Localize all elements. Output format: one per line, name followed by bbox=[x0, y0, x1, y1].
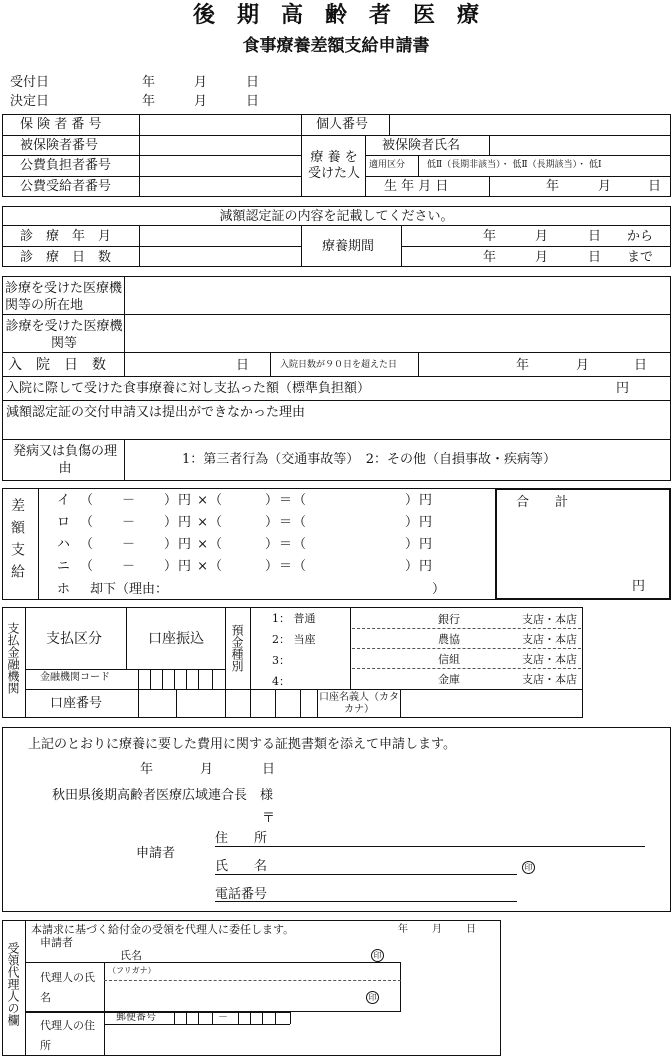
birth-month: 月 bbox=[598, 179, 612, 194]
postal-mark: 〒 bbox=[262, 811, 276, 826]
addressee: 秋田県後期高齢者医療広域連合長 様 bbox=[52, 788, 274, 803]
diff-row-formula[interactable]: （ － ）円 ×（ ）＝（ ）円 bbox=[80, 493, 434, 508]
account-number-label: 口座番号 bbox=[50, 696, 103, 711]
institution-branch: 支店・本店 bbox=[522, 613, 577, 626]
declaration-year: 年 bbox=[140, 762, 154, 777]
reduction-notice: 減額認定証の内容を記載してください。 bbox=[219, 209, 454, 224]
account-holder-label: 口座名義人（カタカナ） bbox=[319, 692, 399, 715]
from-month: 月 bbox=[535, 229, 549, 244]
public-payer-no-label: 公費負担者番号 bbox=[20, 158, 112, 173]
cause-options[interactable]: 1：第三者行為（交通事故等） 2：その他（自損事故・疾病等） bbox=[182, 452, 557, 467]
institution-branch: 支店・本店 bbox=[522, 633, 577, 646]
over-90-days-label: 入院日数が９０日を超えた日 bbox=[280, 360, 398, 370]
received-day: 日 bbox=[246, 75, 260, 90]
decided-day: 日 bbox=[246, 94, 260, 109]
from-label: から bbox=[627, 229, 654, 244]
from-year: 年 bbox=[483, 229, 497, 244]
received-year: 年 bbox=[142, 75, 156, 90]
diff-row-label: ロ bbox=[57, 515, 71, 530]
over90-month: 月 bbox=[576, 358, 590, 373]
applicant-label: 申請者 bbox=[136, 846, 176, 861]
agent-address-field[interactable] bbox=[105, 1025, 500, 1055]
public-recipient-no-label: 公費受給者番号 bbox=[20, 179, 112, 194]
institution-kind: 農協 bbox=[438, 633, 460, 646]
bank-code-label: 金融機関コード bbox=[40, 672, 110, 683]
proxy-month: 月 bbox=[432, 924, 442, 935]
personal-no-field[interactable] bbox=[390, 115, 670, 134]
proxy-day: 日 bbox=[466, 924, 476, 935]
category-label: 適用区分 bbox=[369, 160, 406, 170]
insured-name-label: 被保険者氏名 bbox=[382, 138, 461, 153]
account-transfer-label[interactable]: 口座振込 bbox=[148, 631, 204, 647]
facility-address-label: 診療を受けた医療機関等の所在地 bbox=[5, 281, 123, 313]
diff-row-label: イ bbox=[57, 493, 71, 508]
address-label: 住 所 bbox=[215, 831, 268, 846]
difference-side-label: 差額支給 bbox=[9, 498, 25, 586]
insured-no-label: 被保険者番号 bbox=[20, 138, 99, 153]
deposit-type-option[interactable]: 1： 普通 bbox=[272, 612, 316, 625]
over90-year: 年 bbox=[516, 358, 530, 373]
institution-kind: 金庫 bbox=[438, 673, 460, 686]
received-date-label: 受付日 bbox=[10, 75, 50, 90]
birth-date-label: 生 年 月 日 bbox=[384, 179, 449, 194]
treatment-days-label: 診 療 日 数 bbox=[20, 250, 112, 265]
inpatient-days-label: 入 院 日 数 bbox=[8, 357, 106, 373]
over90-day: 日 bbox=[634, 358, 648, 373]
postal-code-label: 郵便番号 bbox=[116, 1012, 156, 1023]
applicant-phone-field[interactable] bbox=[270, 882, 516, 901]
insurer-no-field[interactable] bbox=[140, 115, 300, 134]
inpatient-days-unit: 日 bbox=[236, 358, 250, 373]
deposit-type-label: 預金種別 bbox=[230, 624, 244, 672]
public-payer-no-field[interactable] bbox=[140, 156, 300, 175]
applicant-address-field[interactable] bbox=[270, 826, 645, 846]
account-holder-field[interactable] bbox=[401, 690, 582, 717]
page-title: 後 期 高 齢 者 医 療 bbox=[192, 2, 479, 28]
declaration-text: 上記のとおりに療養に要した費用に関する証拠書類を添えて申請します。 bbox=[28, 737, 456, 752]
proxy-text: 本請求に基づく給付金の受領を代理人に委任します。 bbox=[31, 923, 295, 936]
declaration-month: 月 bbox=[200, 762, 214, 777]
postal-code-dash: － bbox=[218, 1012, 228, 1023]
deposit-type-option[interactable]: 3： bbox=[272, 654, 290, 667]
bank-side-label: 支払金融機関 bbox=[6, 622, 20, 694]
treatment-days-field[interactable] bbox=[140, 247, 300, 266]
proxy-side-label: 受領代理人の欄 bbox=[6, 942, 20, 1026]
declaration-day: 日 bbox=[262, 762, 276, 777]
proxy-year: 年 bbox=[398, 924, 408, 935]
decided-date-label: 決定日 bbox=[10, 94, 50, 109]
institution-branch: 支店・本店 bbox=[522, 673, 577, 686]
category-options[interactable]: 低Ⅱ（長期非該当）・ 低Ⅱ（長期該当）・ 低Ⅰ bbox=[427, 160, 602, 170]
personal-no-label: 個人番号 bbox=[316, 117, 369, 132]
proxy-applicant-label: 申請者 bbox=[40, 936, 73, 949]
name-label: 氏 名 bbox=[215, 859, 268, 874]
agent-seal: 印 bbox=[366, 990, 379, 1004]
agent-name-label: 代理人の氏 名 bbox=[40, 971, 117, 1004]
rejection-reason-label: 却下（理由： bbox=[90, 582, 169, 597]
reason-not-submitted-label: 減額認定証の交付申請又は提出ができなかった理由 bbox=[6, 405, 306, 420]
reason-not-submitted-field[interactable] bbox=[3, 422, 670, 438]
total-unit: 円 bbox=[632, 579, 646, 594]
insurer-no-label: 保 険 者 番 号 bbox=[20, 117, 102, 132]
birth-year: 年 bbox=[546, 179, 560, 194]
payment-type-label: 支払区分 bbox=[46, 631, 102, 647]
insured-name-field[interactable] bbox=[490, 136, 670, 155]
treatment-month-field[interactable] bbox=[140, 226, 300, 245]
facility-address-field[interactable] bbox=[125, 277, 670, 314]
applicant-seal: 印 bbox=[522, 860, 535, 874]
proxy-applicant-name-label: 氏名 bbox=[120, 949, 142, 962]
recipient-label: 療 養 を 受けた人 bbox=[307, 150, 360, 181]
to-label: まで bbox=[627, 250, 654, 265]
to-year: 年 bbox=[483, 250, 497, 265]
facility-name-field[interactable] bbox=[125, 315, 670, 352]
birth-day: 日 bbox=[648, 179, 662, 194]
to-day: 日 bbox=[588, 250, 602, 265]
diff-row-formula[interactable]: （ － ）円 ×（ ）＝（ ）円 bbox=[80, 515, 434, 530]
to-month: 月 bbox=[535, 250, 549, 265]
institution-kind: 信組 bbox=[438, 653, 460, 666]
care-period-label: 療養期間 bbox=[322, 239, 375, 254]
furigana-label: （フリガナ） bbox=[108, 966, 156, 975]
amount-paid-unit: 円 bbox=[616, 381, 630, 396]
decided-year: 年 bbox=[142, 94, 156, 109]
diff-row-label: ハ bbox=[57, 537, 71, 552]
proxy-applicant-seal: 印 bbox=[371, 948, 384, 962]
cause-label: 発病又は負傷の理由 bbox=[12, 444, 117, 476]
diff-row-formula[interactable]: （ － ）円 ×（ ）＝（ ）円 bbox=[80, 537, 434, 552]
agent-address-label: 代理人の住 所 bbox=[40, 1019, 117, 1052]
agent-name-field[interactable] bbox=[105, 981, 365, 1011]
decided-month: 月 bbox=[194, 94, 208, 109]
deposit-type-option[interactable]: 4： bbox=[272, 675, 290, 688]
institution-kind: 銀行 bbox=[438, 613, 460, 626]
diff-row-label: ニ bbox=[57, 559, 71, 574]
phone-label: 電話番号 bbox=[215, 887, 268, 902]
facility-name-label: 診療を受けた医療機関等 bbox=[5, 319, 123, 351]
rejection-reason-close: ） bbox=[432, 582, 446, 597]
received-month: 月 bbox=[194, 75, 208, 90]
total-label: 合 計 bbox=[516, 495, 569, 510]
deposit-type-option[interactable]: 2： 当座 bbox=[272, 633, 316, 646]
diff-row-formula[interactable]: （ － ）円 ×（ ）＝（ ）円 bbox=[80, 559, 434, 574]
form-subtitle: 食事療養差額支給申請書 bbox=[242, 36, 430, 56]
row-ho-label: ホ bbox=[57, 582, 71, 597]
amount-paid-label: 入院に際して受けた食事療養に対し支払った額（標準負担額） bbox=[6, 381, 371, 396]
from-day: 日 bbox=[588, 229, 602, 244]
public-recipient-no-field[interactable] bbox=[140, 177, 300, 196]
insured-no-field[interactable] bbox=[140, 136, 300, 155]
applicant-name-field[interactable] bbox=[270, 854, 516, 874]
institution-branch: 支店・本店 bbox=[522, 653, 577, 666]
treatment-month-label: 診 療 年 月 bbox=[20, 229, 112, 244]
